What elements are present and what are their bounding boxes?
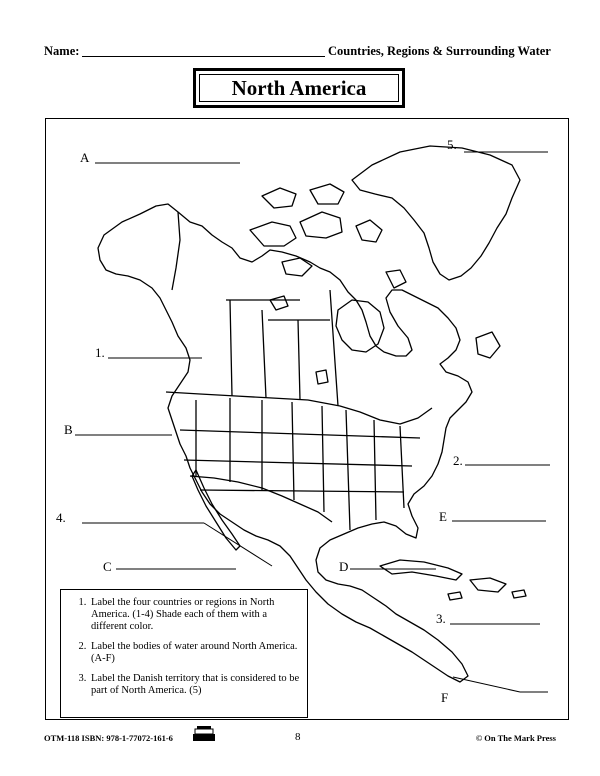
instructions-box xyxy=(60,589,308,718)
book-stack-icon xyxy=(191,725,217,743)
border-canada-us xyxy=(166,392,432,424)
label-3: 3. xyxy=(436,611,446,626)
label-1: 1. xyxy=(95,345,105,360)
border-alaska xyxy=(172,212,180,290)
label-f: F xyxy=(441,690,449,705)
page-number: 8 xyxy=(295,731,301,743)
page-title: North America xyxy=(199,74,399,102)
label-a: A xyxy=(80,150,90,165)
label-4: 4. xyxy=(56,510,66,525)
label-e: E xyxy=(439,509,447,524)
instruction-item: 1. Label the four countries or regions in North America. (1-4) Shade each of them with a different color. xyxy=(89,597,301,633)
greenland-shape xyxy=(352,146,520,280)
label-b: B xyxy=(64,422,73,437)
name-label: Name: xyxy=(44,44,80,58)
cuba-island xyxy=(380,560,462,580)
instruction-item: 2. Label the bodies of water around North America. (A-F) xyxy=(89,641,301,665)
label-5: 5. xyxy=(447,137,457,152)
instruction-item: 3. Label the Danish territory that is considered to be part of North America. (5) xyxy=(89,673,301,697)
footer-publisher: © On The Mark Press xyxy=(475,733,556,743)
instructions-list xyxy=(61,597,307,697)
label-d: D xyxy=(339,559,349,574)
footer-isbn: OTM-118 ISBN: 978-1-77072-161-6 xyxy=(44,733,173,743)
worksheet-topic: Countries, Regions & Surrounding Water xyxy=(328,44,551,58)
label-c: C xyxy=(103,559,112,574)
baja-peninsula xyxy=(192,470,240,550)
label-2: 2. xyxy=(453,453,463,468)
